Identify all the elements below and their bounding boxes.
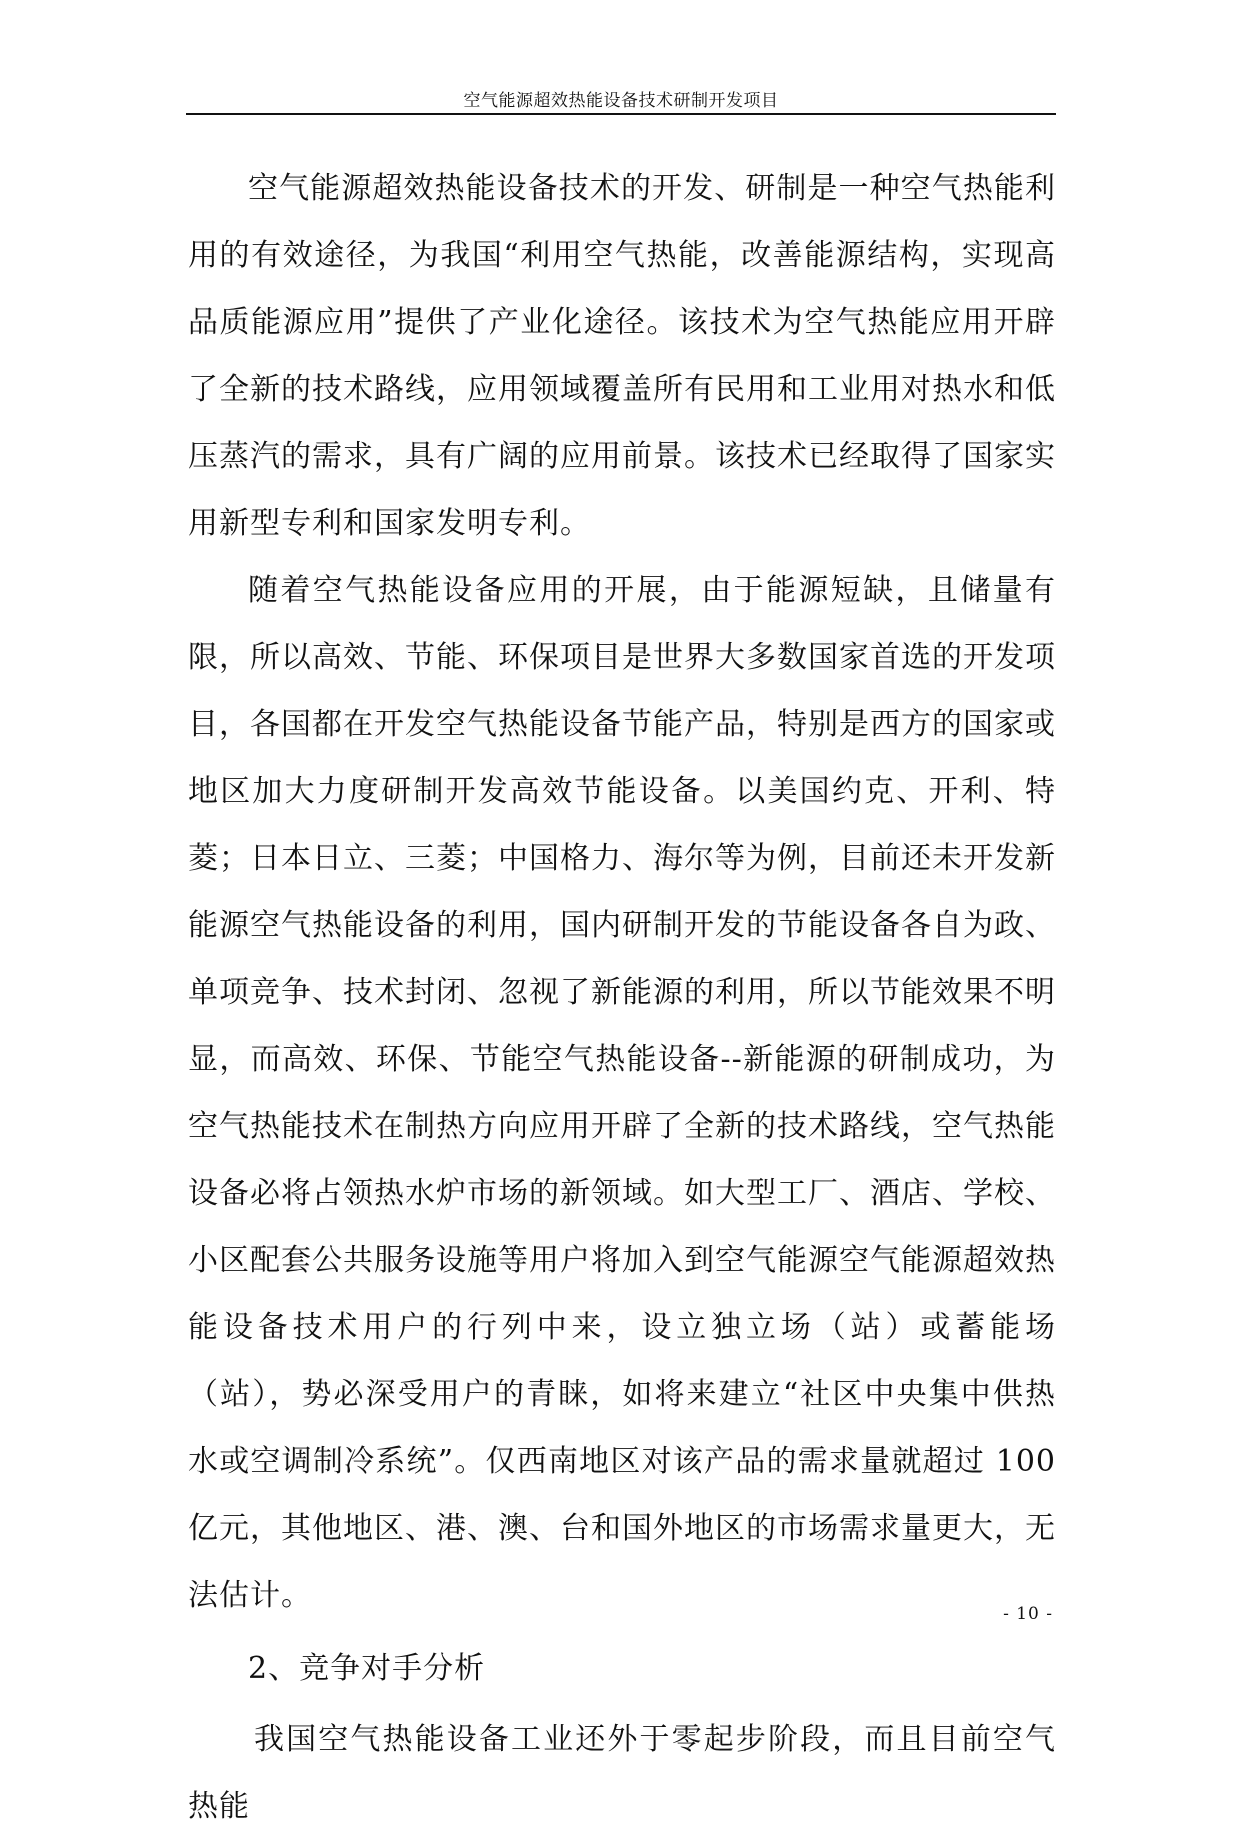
body-paragraph-3: 我国空气热能设备工业还外于零起步阶段，而且目前空气热能	[188, 1722, 1056, 1824]
section-heading: 2、竞争对手分析	[248, 1651, 486, 1686]
body-paragraph-2: 随着空气热能设备应用的开展，由于能源短缺，且储量有限，所以高效、节能、环保项目是世界大多数国家首选的开发项目，各国都在开发空气热能设备节能产品，特别是西方的国家或地区加大力度研制开发高效节能设备。以美国约克、开利、特菱；日本日立、三菱；中国格力、海尔等为例，目前还未开发新能源空气热能设备的利用，国内研制开发的节能设备各自为政、单项竞争、技术封闭、忽视了新能源的利用，所以节能效果不明显，而高效、环保、节能空气热能设备--新能源的研制成功，为空气热能技术在制热方向应用开辟了全新的技术路线，空气热能设备必将占领热水炉市场的新领域。如大型工厂、酒店、学校、小区配套公共服务设施等用户将加入到空气能源空气能源超效热能设备技术用户的行列中来，设立独立场（站）或蓄能场（站），势必深受用户的青睐，如将来建立“社区中央集中供热水或空调制冷系统”。仅西南地区对该产品的需求量就超过 100 亿元，其他地区、港、澳、台和国外地区的市场需求量更大，无法估计。	[188, 573, 1056, 1613]
page-header-title: 空气能源超效热能设备技术研制开发项目	[463, 91, 779, 111]
document-body	[188, 155, 1056, 1840]
page-number: - 10 -	[1003, 1604, 1053, 1624]
body-paragraph-1: 空气能源超效热能设备技术的开发、研制是一种空气热能利用的有效途径，为我国“利用空气热能，改善能源结构，实现高品质能源应用”提供了产业化途径。该技术为空气热能应用开辟了全新的技术路线，应用领域覆盖所有民用和工业用对热水和低压蒸汽的需求，具有广阔的应用前景。该技术已经取得了国家实用新型专利和国家发明专利。	[188, 171, 1056, 541]
header-divider	[186, 113, 1056, 115]
